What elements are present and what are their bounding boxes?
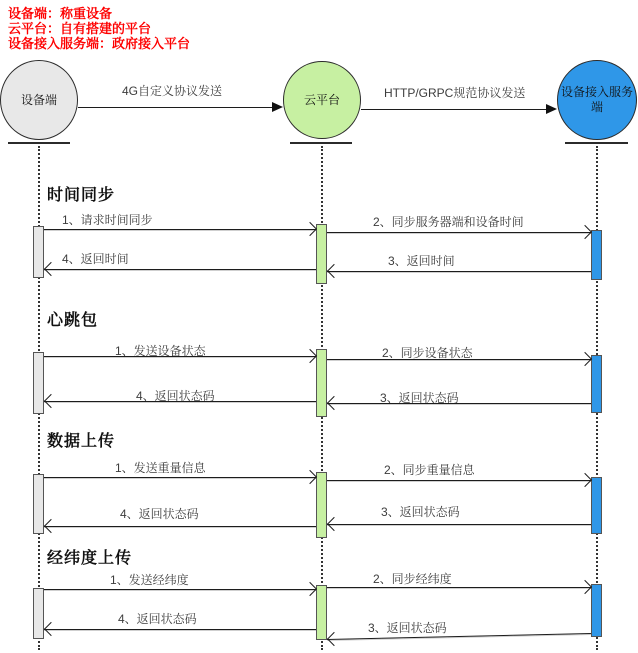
msg-s1-m4-label: 4、返回时间	[62, 252, 129, 266]
msg-s3-m2-line	[327, 480, 591, 481]
msg-s4-m3-line	[327, 633, 591, 640]
msg-s3-m2-label: 2、同步重量信息	[384, 463, 475, 477]
activation-bar-cloud	[316, 349, 327, 417]
arrowhead-open-left-icon	[44, 394, 58, 408]
msg-s1-m3-label: 3、返回时间	[388, 254, 455, 268]
legend-line-server: 设备接入服务端：政府接入平台	[8, 36, 191, 51]
arrowhead-open-right-icon	[578, 580, 592, 594]
actor-cloud-label: 云平台	[303, 92, 340, 107]
msg-s1-m3-line	[327, 271, 591, 272]
protocol-line-4g	[78, 107, 273, 108]
msg-s1-m2-line	[327, 232, 591, 233]
msg-s2-m3-line	[327, 403, 591, 404]
msg-s2-m2-label: 2、同步设备状态	[382, 346, 473, 360]
legend-line-device: 设备端：称重设备	[8, 6, 113, 21]
msg-s3-m1-label: 1、发送重量信息	[115, 461, 206, 475]
arrowhead-open-right-icon	[303, 349, 317, 363]
arrowhead-filled-right-icon	[272, 102, 283, 112]
msg-s2-m1-line	[44, 356, 316, 357]
msg-s2-m4-line	[44, 401, 316, 402]
arrowhead-open-right-icon	[303, 582, 317, 596]
activation-bar-device	[33, 588, 44, 639]
protocol-label-4g: 4G自定义协议发送	[122, 84, 223, 98]
protocol-line-http-grpc	[361, 109, 547, 110]
msg-s4-m4-line	[44, 629, 316, 630]
actor-device-label: 设备端	[20, 92, 57, 107]
msg-s2-m4-label: 4、返回状态码	[136, 389, 215, 403]
arrowhead-open-right-icon	[578, 352, 592, 366]
actor-cloud	[283, 61, 361, 139]
activation-bar-device	[33, 474, 44, 534]
msg-s4-m1-label: 1、发送经纬度	[110, 573, 189, 587]
arrowhead-open-left-icon	[327, 517, 341, 531]
activation-bar-server	[591, 355, 602, 413]
arrowhead-open-right-icon	[303, 222, 317, 236]
msg-s1-m2-label: 2、同步服务器端和设备时间	[373, 215, 524, 229]
actor-server-label: 设备接入服务端	[560, 85, 633, 114]
msg-s1-m1-label: 1、请求时间同步	[62, 213, 153, 227]
activation-bar-server	[591, 584, 602, 637]
activation-bar-device	[33, 352, 44, 414]
msg-s3-m3-line	[327, 524, 591, 525]
msg-s4-m2-label: 2、同步经纬度	[373, 572, 452, 586]
arrowhead-open-right-icon	[578, 225, 592, 239]
msg-s2-m1-label: 1、发送设备状态	[115, 344, 206, 358]
arrowhead-open-left-icon	[44, 622, 58, 636]
msg-s2-m3-label: 3、返回状态码	[380, 391, 459, 405]
activation-bar-cloud	[316, 224, 327, 284]
arrowhead-filled-right-icon	[546, 104, 557, 114]
activation-bar-server	[591, 477, 602, 534]
actor-device	[0, 60, 78, 140]
activation-bar-cloud	[316, 585, 327, 640]
msg-s2-m2-line	[327, 359, 591, 360]
arrowhead-open-left-icon	[327, 396, 341, 410]
activation-bar-device	[33, 226, 44, 278]
arrowhead-open-right-icon	[303, 470, 317, 484]
section-1-title: 时间同步	[47, 187, 116, 204]
arrowhead-open-right-icon	[578, 473, 592, 487]
activation-bar-cloud	[316, 472, 327, 538]
msg-s3-m3-label: 3、返回状态码	[381, 505, 460, 519]
msg-s4-m2-line	[327, 587, 591, 588]
msg-s3-m4-label: 4、返回状态码	[120, 507, 199, 521]
msg-s1-m1-line	[44, 229, 316, 230]
arrowhead-open-left-icon	[44, 262, 58, 276]
section-2-title: 心跳包	[47, 312, 99, 329]
section-4-title: 经纬度上传	[47, 550, 133, 567]
msg-s3-m1-line	[44, 477, 316, 478]
msg-s3-m4-line	[44, 526, 316, 527]
arrowhead-open-left-icon	[327, 632, 341, 646]
ground-cloud	[290, 142, 352, 144]
arrowhead-open-left-icon	[44, 519, 58, 533]
msg-s4-m3-label: 3、返回状态码	[368, 621, 447, 635]
legend-line-cloud: 云平台：自有搭建的平台	[8, 21, 152, 36]
actor-server	[557, 60, 637, 140]
msg-s4-m1-line	[44, 589, 316, 590]
msg-s1-m4-line	[44, 269, 316, 270]
protocol-label-http-grpc: HTTP/GRPC规范协议发送	[384, 86, 526, 100]
msg-s4-m4-label: 4、返回状态码	[118, 612, 197, 626]
activation-bar-server	[591, 230, 602, 280]
ground-device	[8, 142, 70, 144]
section-3-title: 数据上传	[47, 433, 116, 450]
arrowhead-open-left-icon	[327, 264, 341, 278]
ground-server	[565, 142, 628, 144]
